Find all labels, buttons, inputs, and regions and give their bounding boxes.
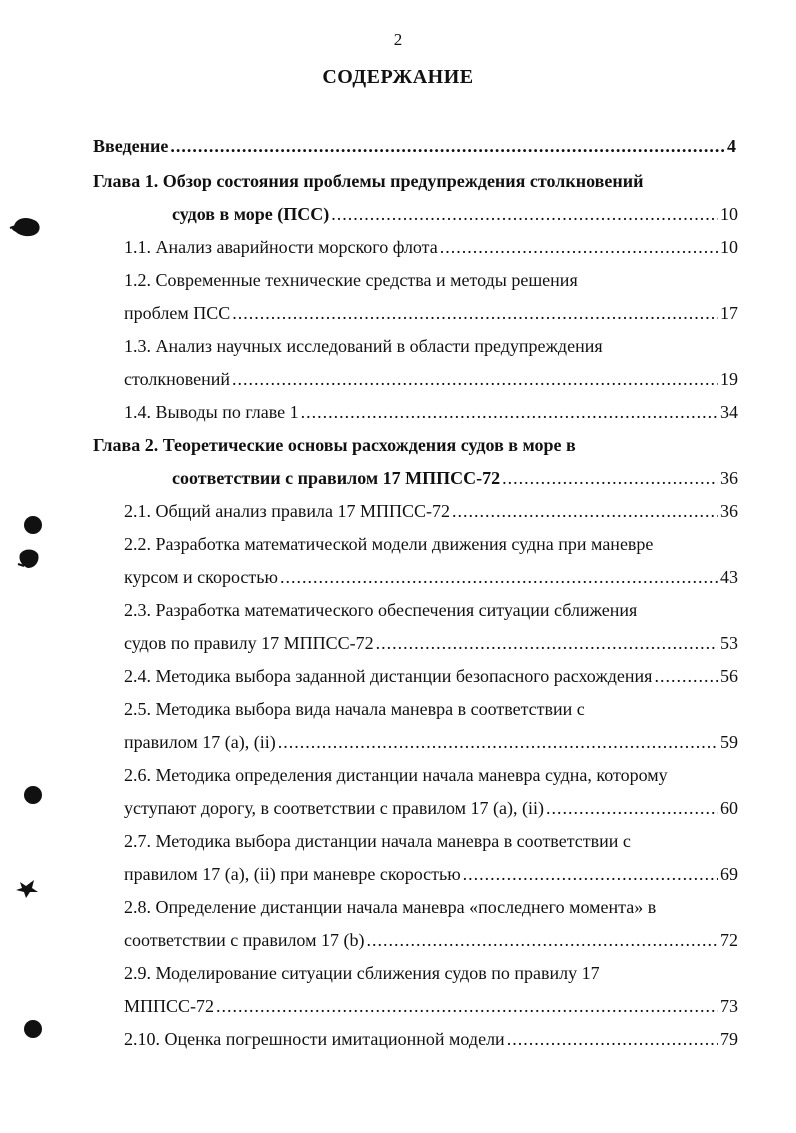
toc-entry-title: МППСС-72	[124, 996, 215, 1016]
toc-entry-1-3	[124, 368, 738, 390]
leader-dots	[232, 302, 718, 324]
toc-entry-title-line1: 2.2. Разработка математической модели движения судна при маневре	[124, 534, 654, 554]
toc-entry-title-line1: 2.8. Определение дистанции начала маневра «последнего момента» в	[124, 897, 657, 917]
toc-entry-title: уступают дорогу, в соответствии с правилом 17 (а), (ii)	[124, 798, 545, 818]
toc-chapter-2-heading	[93, 434, 576, 456]
ink-blot-mark	[14, 544, 42, 572]
toc-entry-title: курсом и скоростью	[124, 567, 278, 587]
leader-dots	[170, 135, 725, 157]
leader-dots	[376, 632, 718, 654]
binder-hole-mark	[22, 784, 44, 806]
toc-entry-title: правилом 17 (а), (ii)	[124, 732, 276, 752]
toc-entry-title-line1: Глава 1. Обзор состояния проблемы предупреждения столкновений	[93, 171, 644, 191]
toc-entry-page: 36	[720, 468, 738, 488]
leader-dots	[278, 731, 718, 753]
toc-entry-page: 69	[720, 864, 738, 884]
toc-entry-2-1	[124, 500, 738, 522]
ink-blot-mark	[12, 876, 42, 902]
toc-entry-title-line1: 1.3. Анализ научных исследований в области предупреждения	[124, 336, 603, 356]
toc-entry-2-10	[124, 1028, 738, 1050]
toc-entry-title: судов по правилу 17 МППСС-72	[124, 633, 374, 653]
toc-entry-2-5	[124, 731, 738, 753]
leader-dots	[366, 929, 718, 951]
toc-entry-2-5-line1	[124, 698, 585, 720]
toc-entry-2-6	[124, 797, 738, 819]
leader-dots	[507, 1028, 718, 1050]
toc-chapter-1-heading	[93, 170, 644, 192]
binder-hole-mark	[22, 514, 44, 536]
page-title: СОДЕРЖАНИЕ	[322, 66, 474, 88]
toc-entry-title: проблем ПСС	[124, 303, 231, 323]
toc-entry-page: 53	[720, 633, 738, 653]
toc-entry-2-9	[124, 995, 738, 1017]
toc-entry-2-4	[124, 665, 738, 687]
toc-entry-title: 1.4. Выводы по главе 1	[124, 402, 299, 422]
toc-entry-page: 73	[720, 996, 738, 1016]
toc-entry-2-3-line1	[124, 599, 637, 621]
toc-entry-page: 34	[720, 402, 738, 422]
toc-entry-2-3	[124, 632, 738, 654]
toc-entry-title: Введение	[93, 136, 169, 156]
toc-entry-page: 60	[720, 798, 738, 818]
leader-dots	[301, 401, 718, 423]
toc-entry-page: 17	[720, 303, 738, 323]
toc-entry-page: 10	[720, 204, 738, 224]
toc-entry-title: правилом 17 (а), (ii) при маневре скоростью	[124, 864, 461, 884]
toc-entry-2-9-line1	[124, 962, 600, 984]
toc-entry-2-2	[124, 566, 738, 588]
toc-entry-2-8-line1	[124, 896, 656, 918]
toc-entry-title: 2.1. Общий анализ правила 17 МППСС-72	[124, 501, 451, 521]
toc-entry-title: соответствии с правилом 17 (b)	[124, 930, 365, 950]
toc-entry-page: 10	[720, 237, 738, 257]
toc-entry-2-2-line1	[124, 533, 653, 555]
toc-entry-page: 56	[720, 666, 738, 686]
toc-entry-title: соответствии с правилом 17 МППСС-72	[172, 468, 501, 488]
leader-dots	[502, 467, 718, 489]
ink-blot-mark	[8, 212, 44, 240]
toc-entry-title-line1: 2.6. Методика определения дистанции начала маневра судна, которому	[124, 765, 668, 785]
toc-entry-title-line1: 2.5. Методика выбора вида начала маневра в соответствии с	[124, 699, 585, 719]
toc-entry-title: 1.1. Анализ аварийности морского флота	[124, 237, 438, 257]
toc-entry-page: 59	[720, 732, 738, 752]
toc-entry-1-4	[124, 401, 738, 423]
toc-entry-1-2-line1	[124, 269, 578, 291]
toc-entry-1-1	[124, 236, 738, 258]
toc-entry-title: 2.4. Методика выбора заданной дистанции безопасного расхождения	[124, 666, 653, 686]
leader-dots	[463, 863, 718, 885]
toc-chapter-1	[172, 203, 738, 225]
toc-entry-introduction	[93, 135, 736, 157]
toc-entry-title-line1: 2.7. Методика выбора дистанции начала маневра в соответствии с	[124, 831, 631, 851]
toc-entry-page: 19	[720, 369, 738, 389]
toc-entry-title-line1: 2.9. Моделирование ситуации сближения судов по правилу 17	[124, 963, 600, 983]
leader-dots	[216, 995, 718, 1017]
leader-dots	[440, 236, 718, 258]
toc-entry-1-2	[124, 302, 738, 324]
binder-hole-mark	[22, 1018, 44, 1040]
leader-dots	[546, 797, 718, 819]
toc-entry-page: 43	[720, 567, 738, 587]
toc-entry-title-line1: 1.2. Современные технические средства и методы решения	[124, 270, 578, 290]
leader-dots	[232, 368, 718, 390]
leader-dots	[331, 203, 718, 225]
toc-entry-page: 79	[720, 1029, 738, 1049]
toc-entry-2-6-line1	[124, 764, 668, 786]
toc-chapter-2	[172, 467, 738, 489]
toc-entry-page: 36	[720, 501, 738, 521]
toc-entry-1-3-line1	[124, 335, 603, 357]
toc-entry-2-8	[124, 929, 738, 951]
leader-dots	[452, 500, 718, 522]
page-number: 2	[393, 30, 403, 49]
toc-entry-title-line1: Глава 2. Теоретические основы расхождения судов в море в	[93, 435, 576, 455]
toc-entry-title: судов в море (ПСС)	[172, 204, 330, 224]
toc-entry-page: 72	[720, 930, 738, 950]
leader-dots	[280, 566, 718, 588]
toc-entry-title-line1: 2.3. Разработка математического обеспечения ситуации сближения	[124, 600, 638, 620]
toc-entry-2-7-line1	[124, 830, 631, 852]
toc-entry-page: 4	[727, 136, 736, 156]
toc-entry-title: 2.10. Оценка погрешности имитационной модели	[124, 1029, 505, 1049]
toc-entry-title: столкновений	[124, 369, 231, 389]
leader-dots	[654, 665, 718, 687]
toc-entry-2-7	[124, 863, 738, 885]
